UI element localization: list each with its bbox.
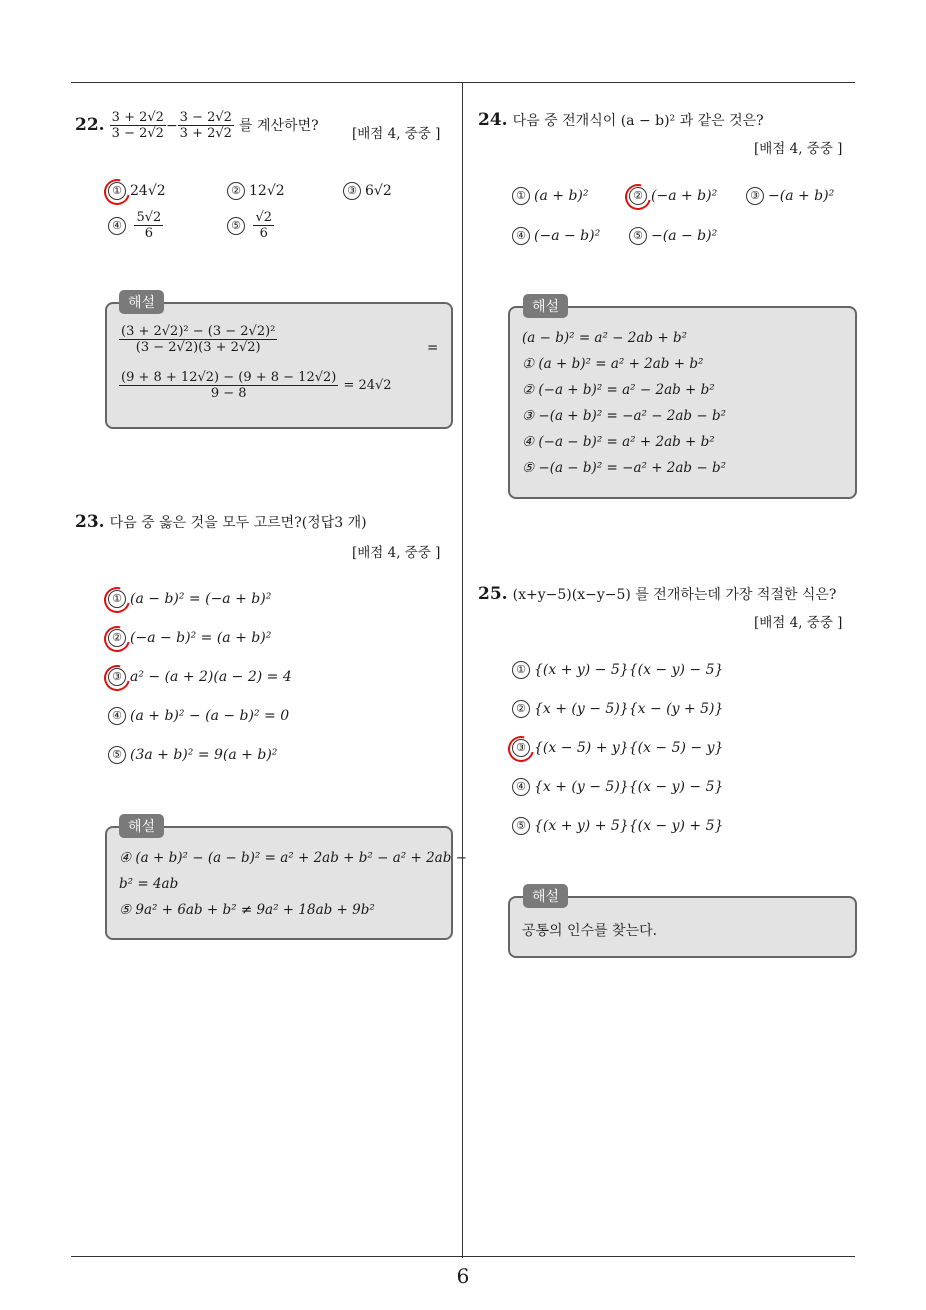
fraction-1 (110, 110, 166, 141)
score-label: [배점 4, 중중 ] (754, 615, 843, 631)
solution-tag: 해설 (523, 294, 568, 318)
option-number: ④ (512, 227, 530, 245)
solution-box (508, 306, 857, 499)
option-1[interactable] (512, 187, 588, 205)
option-number: ④ (108, 707, 126, 725)
fraction-denominator: 3 + 2√2 (179, 126, 232, 141)
option-text: 12√2 (249, 183, 285, 199)
option-text: (a + b)² − (a − b)² = 0 (130, 708, 290, 724)
option-4[interactable] (108, 210, 163, 241)
solution-tag: 해설 (119, 290, 164, 314)
option-3[interactable] (512, 739, 723, 757)
answer-mark-icon (99, 174, 135, 210)
option-text: (a + b)² (534, 188, 589, 204)
fraction-numerator: 5√2 (136, 210, 162, 225)
option-text: (−a + b)² (651, 188, 718, 204)
option-3[interactable] (343, 182, 392, 200)
fraction-numerator: (9 + 8 + 12√2) − (9 + 8 − 12√2) (121, 370, 337, 385)
option-number: ② (629, 187, 647, 205)
option-text: {x + (y − 5)}{x − (y + 5)} (534, 701, 724, 717)
solution-line: ⑤ 9a² + 6ab + b² ≠ 9a² + 18ab + 9b² (119, 902, 375, 918)
minus-sign: − (165, 118, 178, 134)
option-2[interactable] (108, 629, 271, 647)
page-number: 6 (456, 1264, 470, 1288)
score-label: [배점 4, 중중 ] (352, 545, 441, 561)
option-number: ③ (746, 187, 764, 205)
solution-tag: 해설 (523, 884, 568, 908)
option-fraction (134, 210, 163, 241)
option-number: ③ (343, 182, 361, 200)
option-text: (a − b)² = (−a + b)² (130, 591, 272, 607)
option-number: ③ (108, 668, 126, 686)
fraction-denominator: 9 − 8 (210, 386, 247, 401)
question-number: 25. (478, 584, 508, 604)
solution-equals: = (427, 340, 439, 356)
option-5[interactable] (512, 817, 723, 835)
answer-mark-icon (503, 731, 539, 767)
score-label: [배점 4, 중중 ] (754, 141, 843, 157)
option-text: 6√2 (365, 183, 392, 199)
option-4[interactable] (108, 707, 289, 725)
question-text: 를 계산하면? (239, 118, 319, 134)
answer-mark-icon (99, 621, 135, 657)
option-number: ③ (512, 739, 530, 757)
solution-fraction-1 (119, 324, 277, 355)
option-text: {x + (y − 5)}{(x − y) − 5} (534, 779, 724, 795)
option-number: ① (108, 182, 126, 200)
top-rule (71, 82, 855, 83)
solution-box (105, 826, 467, 940)
question-number: 24. (478, 110, 508, 130)
option-text: {(x − 5) + y}{(x − 5) − y} (534, 740, 724, 756)
option-number: ⑤ (108, 746, 126, 764)
solution-text: 공통의 인수를 찾는다. (522, 923, 658, 939)
solution-line: b² = 4ab (119, 876, 179, 892)
option-number: ④ (512, 778, 530, 796)
question-number: 22. (75, 115, 105, 135)
fraction-denominator: (3 − 2√2)(3 + 2√2) (135, 340, 261, 355)
solution-line: ② (−a + b)² = a² − 2ab + b² (522, 382, 715, 398)
fraction-denominator: 6 (259, 226, 268, 241)
fraction-numerator: (3 + 2√2)² − (3 − 2√2)² (121, 324, 276, 339)
option-fraction (253, 210, 274, 241)
option-2[interactable] (227, 182, 285, 200)
option-text: −(a + b)² (768, 188, 835, 204)
option-number: ① (512, 187, 530, 205)
option-number: ⑤ (512, 817, 530, 835)
solution-line: ③ −(a + b)² = −a² − 2ab − b² (522, 408, 727, 424)
question-number: 23. (75, 512, 105, 532)
option-3[interactable] (108, 668, 292, 686)
option-5[interactable] (629, 227, 717, 245)
option-number: ④ (108, 217, 126, 235)
solution-result: = 24√2 (343, 378, 392, 393)
solution-line: ④ (a + b)² − (a − b)² = a² + 2ab + b² − a² + 2ab − (119, 850, 467, 866)
bottom-rule (71, 1256, 855, 1257)
fraction-denominator: 6 (144, 226, 153, 241)
option-1[interactable] (512, 661, 723, 679)
option-text: {(x + y) + 5}{(x − y) + 5} (534, 818, 724, 834)
solution-line: ④ (−a − b)² = a² + 2ab + b² (522, 434, 715, 450)
option-5[interactable] (227, 210, 274, 241)
option-text: (−a − b)² (534, 228, 601, 244)
score-label: [배점 4, 중중 ] (352, 126, 441, 142)
fraction-denominator: 3 − 2√2 (111, 126, 164, 141)
solution-box (105, 302, 453, 429)
option-number: ② (227, 182, 245, 200)
option-text: {(x + y) − 5}{(x − y) − 5} (534, 662, 724, 678)
solution-line: ⑤ −(a − b)² = −a² + 2ab − b² (522, 460, 727, 476)
option-text: −(a − b)² (651, 228, 718, 244)
question-text: (x+y−5)(x−y−5) 를 전개하는데 가장 적절한 식은? (512, 587, 837, 603)
option-text: a² − (a + 2)(a − 2) = 4 (130, 669, 292, 685)
answer-mark-icon (99, 660, 135, 696)
solution-tag: 해설 (119, 814, 164, 838)
solution-line: (a − b)² = a² − 2ab + b² (522, 330, 688, 346)
solution-fraction-2 (119, 370, 338, 401)
fraction-2 (178, 110, 234, 141)
option-5[interactable] (108, 746, 277, 764)
answer-mark-icon (99, 582, 135, 618)
option-1[interactable] (108, 590, 271, 608)
option-text: (−a − b)² = (a + b)² (130, 630, 272, 646)
option-number: ① (108, 590, 126, 608)
fraction-numerator: 3 + 2√2 (111, 110, 164, 125)
question-text: 다음 중 옳은 것을 모두 고르면?(정답3 개) (109, 515, 367, 531)
solution-line: ① (a + b)² = a² + 2ab + b² (522, 356, 704, 372)
option-number: ① (512, 661, 530, 679)
option-number: ⑤ (227, 217, 245, 235)
option-number: ② (108, 629, 126, 647)
option-number: ⑤ (629, 227, 647, 245)
option-text: (3a + b)² = 9(a + b)² (130, 747, 278, 763)
option-3[interactable] (746, 187, 834, 205)
column-divider (462, 82, 463, 1258)
option-2[interactable] (512, 700, 723, 718)
option-text: 24√2 (130, 183, 166, 199)
option-4[interactable] (512, 778, 723, 796)
answer-mark-icon (620, 179, 656, 215)
option-number: ② (512, 700, 530, 718)
fraction-numerator: 3 − 2√2 (179, 110, 232, 125)
question-text: 다음 중 전개식이 (a − b)² 과 같은 것은? (512, 113, 764, 129)
fraction-numerator: √2 (255, 210, 273, 225)
option-4[interactable] (512, 227, 600, 245)
